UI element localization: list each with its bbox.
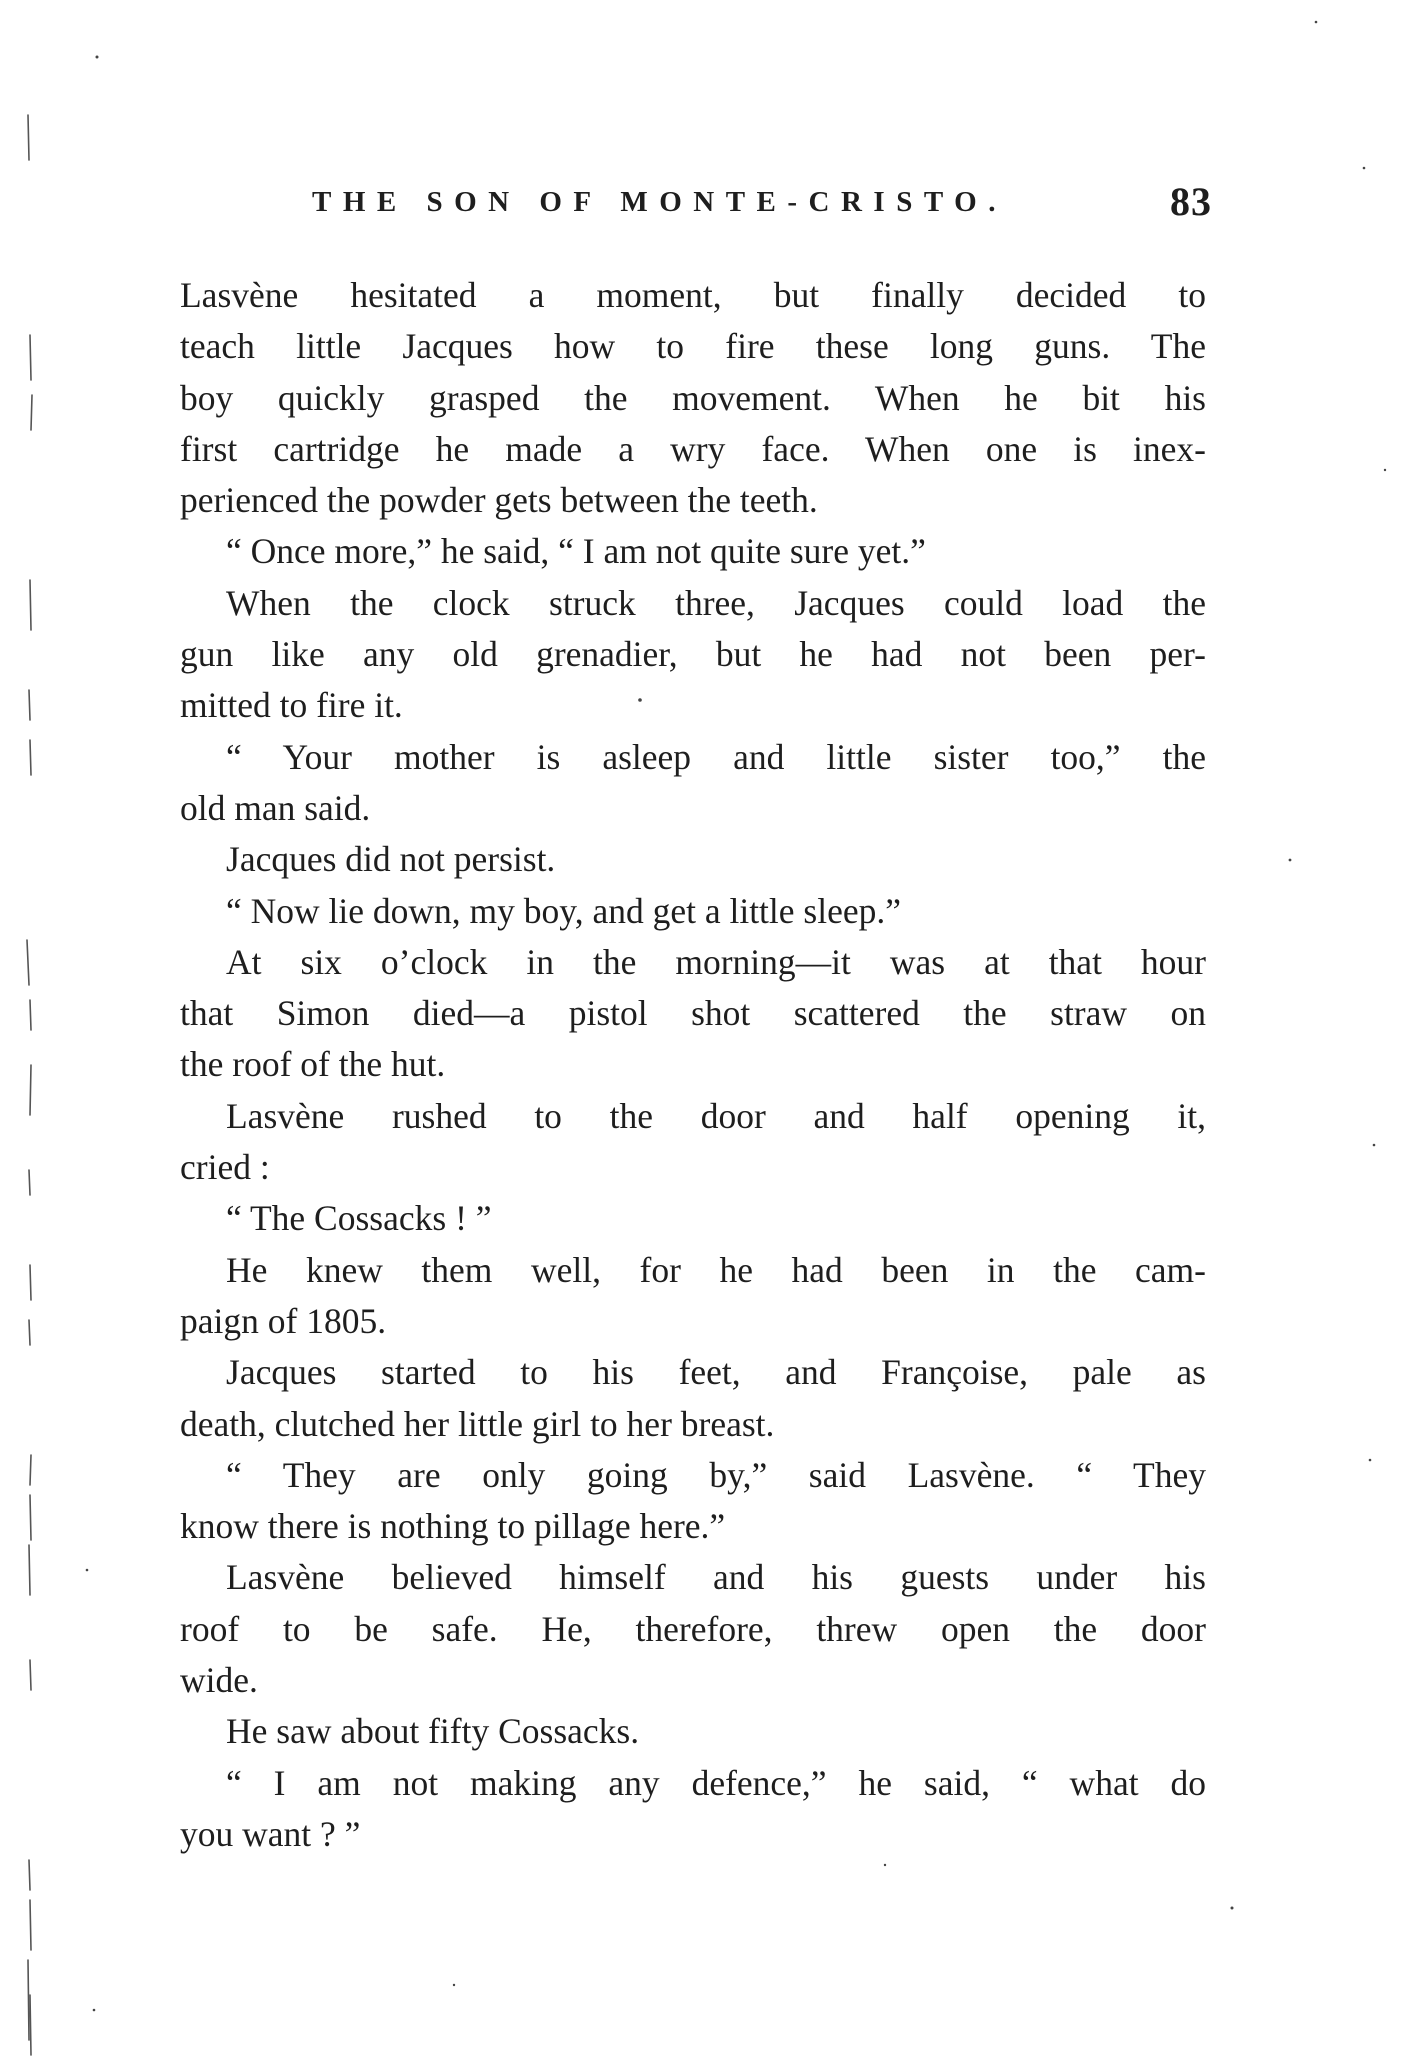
text-line: At six o’clock in the morning—it was at that hour [226,941,1206,982]
text-line: old man said. [180,787,371,828]
body-text [180,270,1206,1860]
running-title: THE SON OF MONTE-CRISTO. [312,186,1007,218]
text-line: gun like any old grenadier, but he had not been per- [180,634,1206,675]
text-line: mitted to fire it. [180,685,403,726]
text-line: that Simon died—a pistol shot scattered the straw on [180,993,1206,1034]
page-number: 83 [1170,179,1212,224]
text-line: boy quickly grasped the movement. When he bit his [180,377,1206,418]
text-line: paign of 1805. [180,1300,387,1341]
text-line: Jacques started to his feet, and Françoise, pale as [226,1352,1206,1393]
text-line: roof to be safe. He, therefore, threw open the door [180,1608,1206,1649]
text-line: “ They are only going by,” said Lasvène. “ They [226,1454,1206,1495]
text-line: He saw about fifty Cossacks. [226,1711,640,1752]
text-line: He knew them well, for he had been in the cam- [226,1249,1206,1290]
page-header [312,178,1212,228]
text-line: Lasvène believed himself and his guests under his [226,1557,1206,1598]
text-line: you want ? ” [180,1813,361,1854]
text-line: Lasvène hesitated a moment, but finally decided to [180,275,1206,315]
text-line: “ Now lie down, my boy, and get a little sleep.” [226,890,901,931]
text-line: first cartridge he made a wry face. When one is inex- [180,428,1206,469]
text-line: “ The Cossacks ! ” [226,1198,492,1239]
text-line: When the clock struck three, Jacques could load the [226,582,1206,623]
text-line: “ Once more,” he said, “ I am not quite sure yet.” [226,531,926,572]
text-line: the roof of the hut. [180,1044,446,1085]
text-line: teach little Jacques how to fire these long guns. The [180,326,1206,367]
text-line: Lasvène rushed to the door and half opening it, [226,1095,1206,1136]
text-line: perienced the powder gets between the teeth. [180,480,818,521]
text-line: know there is nothing to pillage here.” [180,1506,726,1547]
text-line: death, clutched her little girl to her breast. [180,1403,775,1444]
text-line: wide. [180,1660,258,1701]
text-line: “ I am not making any defence,” he said, “ what do [226,1762,1206,1803]
text-line: “ Your mother is asleep and little sister too,” the [226,736,1206,777]
text-line: cried : [180,1147,270,1188]
text-line: Jacques did not persist. [226,839,556,880]
